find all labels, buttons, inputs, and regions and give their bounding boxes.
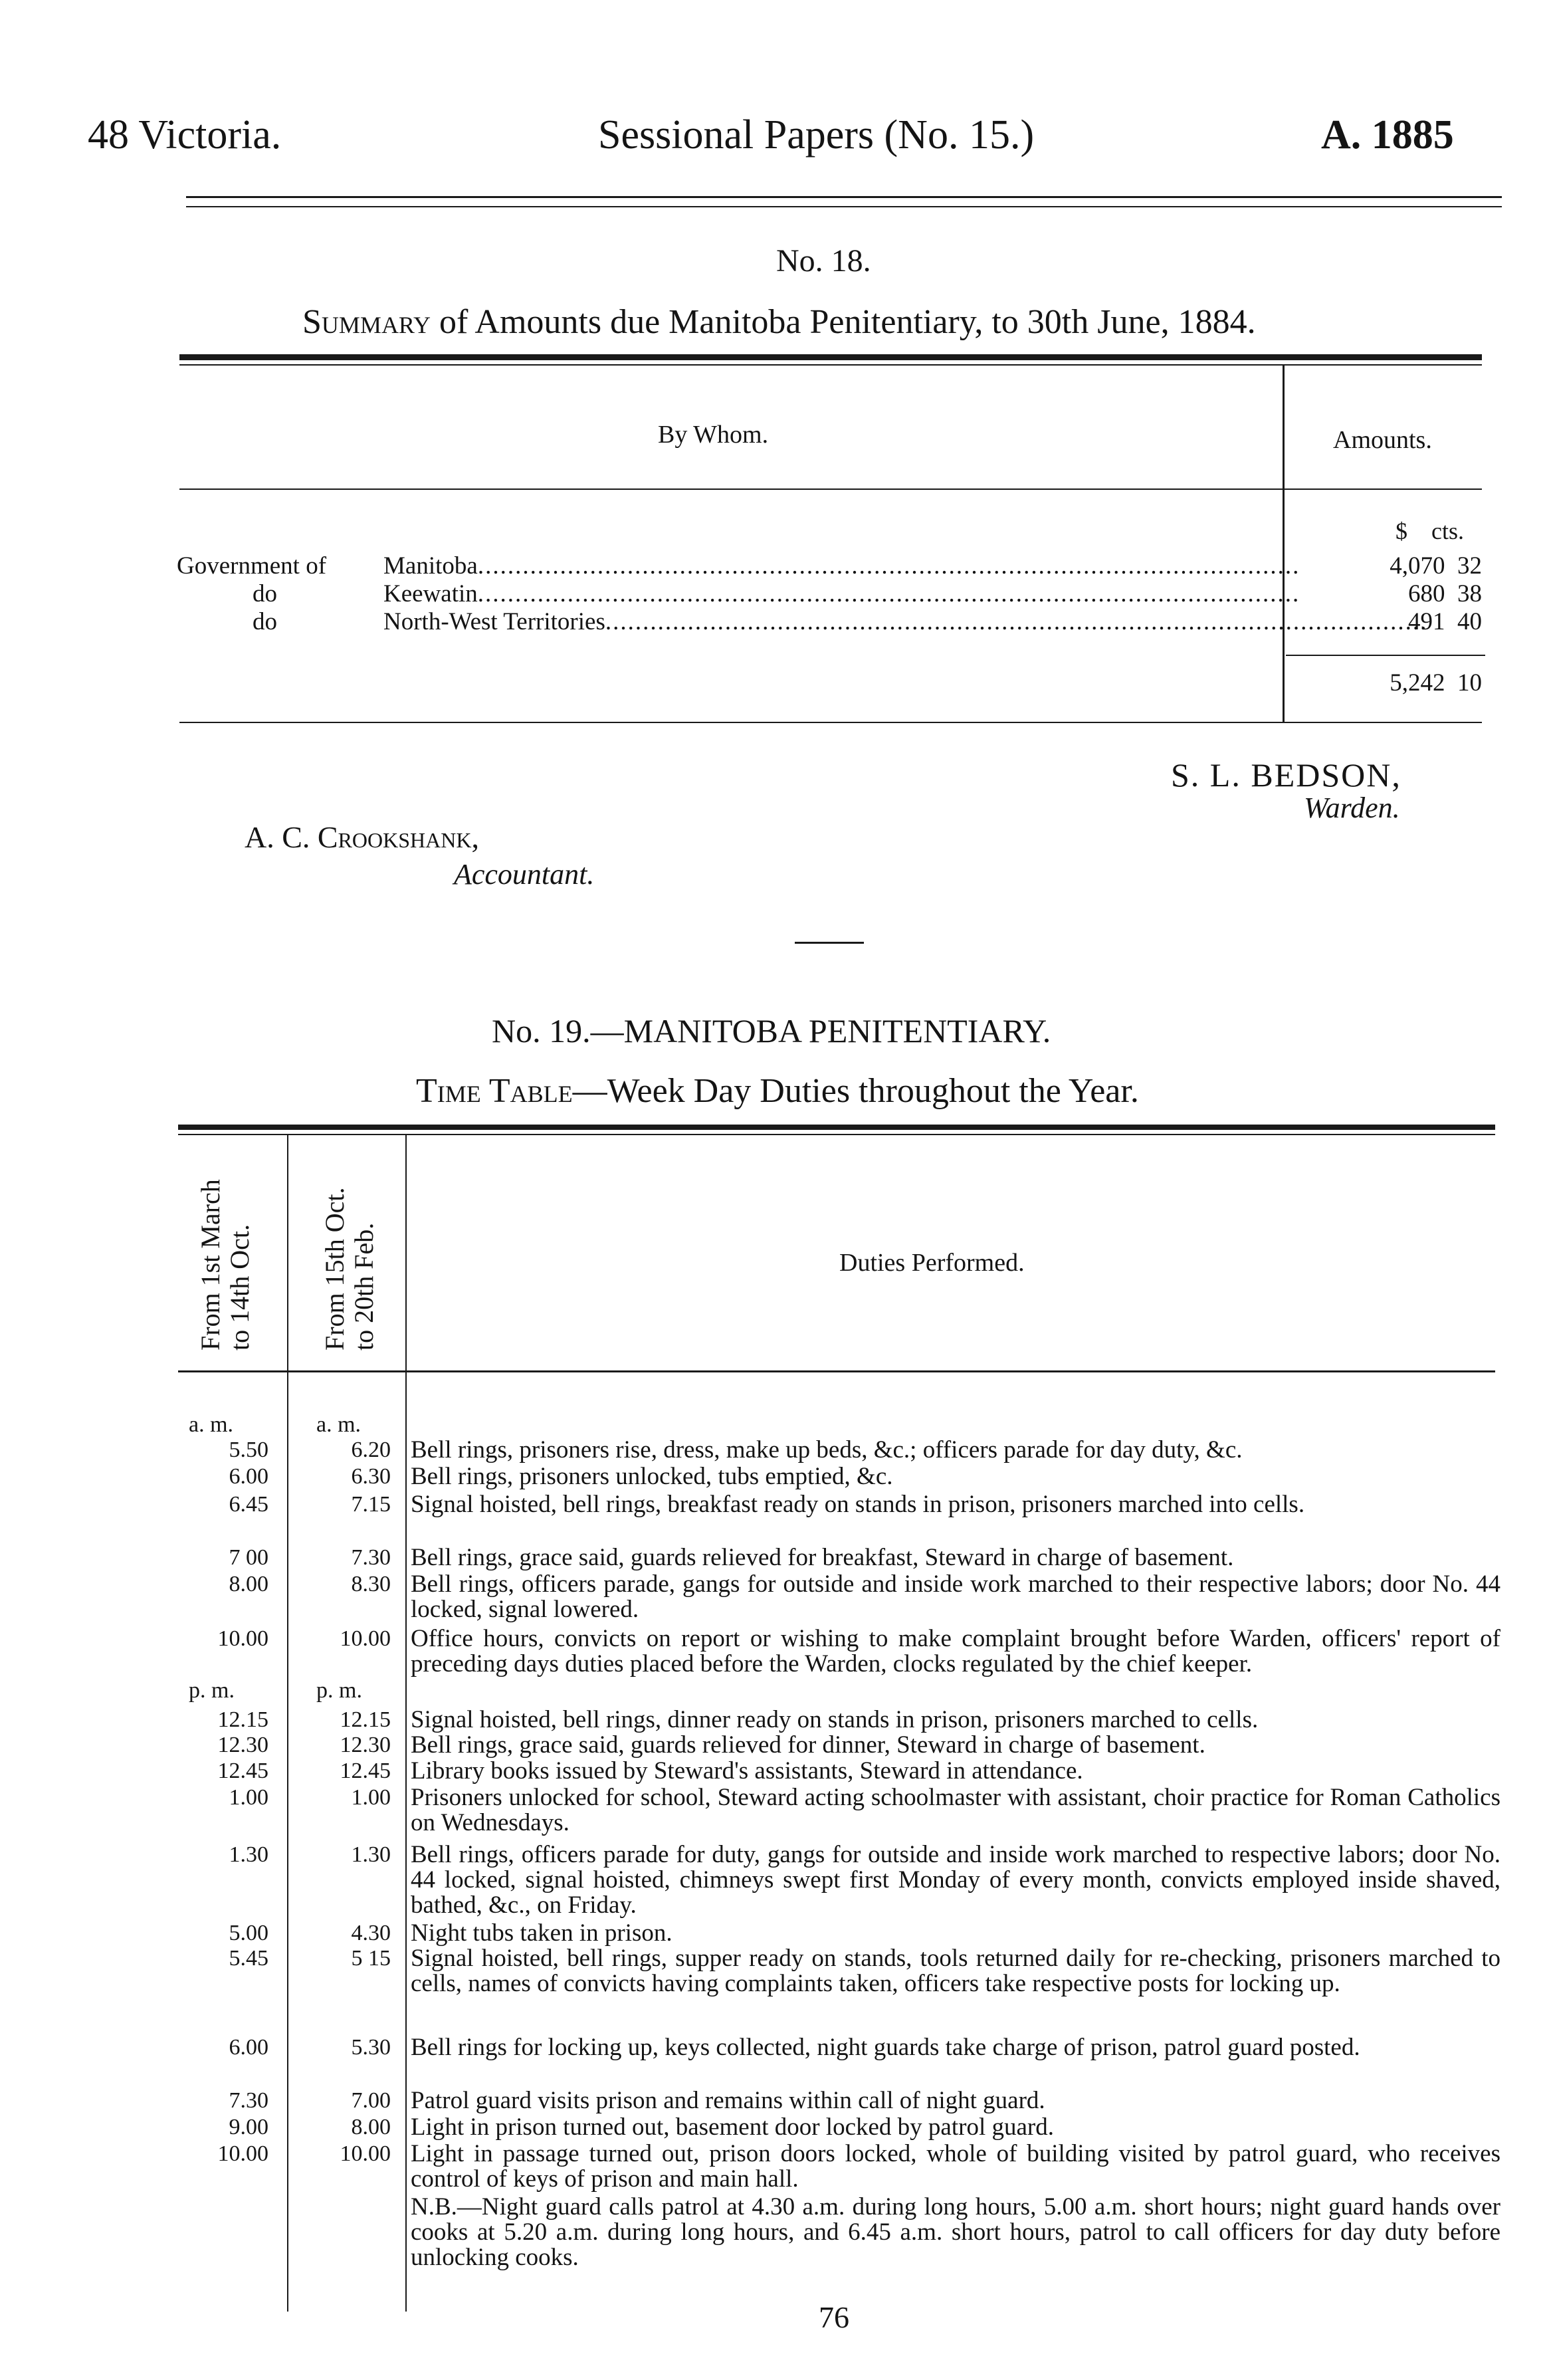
col-by-whom: By Whom. (658, 421, 769, 449)
duty-text: Bell rings, grace said, guards relieved for dinner, Steward in charge of basement. (411, 1731, 1205, 1759)
time-summer: 5.50 (229, 1438, 268, 1462)
accountant-title: Accountant. (454, 858, 595, 891)
time-summer: 9.00 (229, 2115, 268, 2139)
col3-header: Duties Performed. (839, 1249, 1025, 1277)
table-row (0, 1707, 1551, 1734)
summary-row-name-text: Keewatin (383, 580, 478, 607)
leader-dots: .............................................................................................................. (477, 580, 1300, 607)
table-row (0, 1492, 1551, 1519)
col2-header (320, 1187, 379, 1351)
time-winter: 1.30 (351, 1842, 391, 1867)
table-row (0, 2088, 1551, 2115)
summary-row-name (383, 552, 1300, 580)
timetable-top-rule-2 (178, 1134, 1495, 1135)
time-summer: 7 00 (229, 1545, 268, 1570)
summary-row-name-text: Manitoba (383, 552, 478, 580)
summary-row-name-text: North-West Territories (383, 608, 605, 635)
section19-subtitle-rest: —Week Day Duties throughout the Year. (572, 1072, 1139, 1110)
duty-text: Office hours, convicts on report or wishing to make complaint brought before Warden, officers' report of preceding days duties placed before the Warden, clocks regulated by the chief keeper. (411, 1625, 1500, 1677)
summary-row-name (383, 607, 1428, 636)
duty-text: Bell rings, grace said, guards relieved for breakfast, Steward in charge of basement. (411, 1544, 1234, 1571)
col1-header-line1: From 1st March (195, 1179, 225, 1351)
time-summer: 1.30 (229, 1842, 268, 1867)
time-summer: 6.00 (229, 1464, 268, 1489)
duty-text: Bell rings, prisoners unlocked, tubs emptied, &c. (411, 1463, 893, 1490)
duty-text: Bell rings, prisoners rise, dress, make up beds, &c.; officers parade for day duty, &c. (411, 1436, 1243, 1463)
section18-number: No. 18. (776, 243, 871, 278)
header-rule-2 (186, 206, 1502, 207)
time-summer: 10.00 (217, 2141, 268, 2166)
table-row (0, 1625, 1551, 1677)
duty-text: Prisoners unlocked for school, Steward acting schoolmaster with assistant, choir practice for Roman Catholics on Wednesdays. (411, 1784, 1500, 1836)
table-row (0, 1545, 1551, 1572)
summary-total: 5,242 10 (1390, 669, 1482, 697)
timetable-header-rule (178, 1370, 1495, 1372)
section18-title-rest: of Amounts due Manitoba Penitentiary, to 30th June, 1884. (430, 303, 1256, 341)
duty-text: Night tubs taken in prison. (411, 1919, 672, 1947)
summary-col-divider (1283, 366, 1285, 723)
time-summer: 12.15 (217, 1707, 268, 1732)
summary-header-rule (179, 488, 1482, 490)
table-row (0, 2193, 1551, 2271)
section19-title: No. 19.—MANITOBA PENITENTIARY. (492, 1012, 1051, 1049)
summary-row-prefix: do (253, 608, 277, 635)
time-winter: 12.30 (340, 1733, 391, 1757)
time-winter: 4.30 (351, 1921, 391, 1945)
accountant-surname: Crookshank, (317, 820, 479, 854)
duty-text: Bell rings, officers parade for duty, gangs for outside and inside work marched to respective labors; door No. 44 locked, signal hoisted, chimneys swept first Monday of every month, convicts employed inside shaved, bathed, &c., on Friday. (411, 1841, 1500, 1919)
time-summer: 5.45 (229, 1946, 268, 1971)
duty-text: Patrol guard visits prison and remains within call of night guard. (411, 2087, 1045, 2114)
time-summer: a. m. (189, 1412, 234, 1437)
leader-dots: .............................................................................................................. (605, 608, 1428, 635)
time-summer: 5.00 (229, 1921, 268, 1945)
summary-row-amount: 4,070 32 (1390, 552, 1482, 580)
leader-dots: .............................................................................................................. (477, 552, 1300, 580)
section-separator (795, 942, 864, 944)
time-winter: a. m. (316, 1412, 362, 1437)
summary-row-amount: 491 40 (1408, 608, 1482, 635)
page-number: 76 (819, 2300, 849, 2334)
table-row (0, 2140, 1551, 2193)
time-winter: 8.30 (351, 1572, 391, 1596)
table-row (0, 2035, 1551, 2062)
time-summer: 6.45 (229, 1492, 268, 1517)
table-row (0, 1784, 1551, 1836)
section18-title (302, 302, 1256, 342)
duty-text: Light in passage turned out, prison doors locked, whole of building visited by patrol guard, who receives control of keys of prison and main hall. (411, 2140, 1500, 2193)
summary-row-name (383, 580, 1300, 608)
time-winter: 5 15 (351, 1946, 391, 1971)
time-summer: 8.00 (229, 1572, 268, 1596)
summary-bottom-rule (179, 722, 1482, 723)
time-winter: 5.30 (351, 2035, 391, 2060)
time-winter: 1.00 (351, 1785, 391, 1810)
table-row (0, 1412, 1551, 1439)
col2-header-line1: From 15th Oct. (320, 1187, 350, 1351)
summary-row-prefix: Government of (177, 552, 327, 580)
summary-top-rule-2 (179, 364, 1482, 366)
duty-text: Bell rings, officers parade, gangs for outside and inside work marched to their respective labors; door No. 44 locked, signal lowered. (411, 1570, 1500, 1623)
header-left: 48 Victoria. (88, 112, 282, 158)
header-rule-1 (186, 196, 1502, 198)
duty-text: Signal hoisted, bell rings, dinner ready on stands in prison, prisoners marched to cells. (411, 1706, 1259, 1733)
duty-text: Signal hoisted, bell rings, supper ready on stands, tools returned daily for re-checking, prisoners marched to cells, names of convicts having complaints taken, officers take respective posts for locking up. (411, 1945, 1500, 1997)
time-summer: 1.00 (229, 1785, 268, 1810)
col1-header-line2: to 14th Oct. (225, 1224, 255, 1351)
duty-text: Library books issued by Steward's assistants, Steward in attendance. (411, 1757, 1083, 1785)
total-rule (1286, 655, 1485, 656)
time-summer: 12.45 (217, 1759, 268, 1783)
table-row (0, 1464, 1551, 1491)
header-center: Sessional Papers (No. 15.) (598, 112, 1035, 158)
table-row (0, 1945, 1551, 1997)
warden-name: S. L. BEDSON, (1171, 756, 1401, 794)
time-winter: 7.15 (351, 1492, 391, 1517)
timetable-top-rule (178, 1125, 1495, 1130)
time-winter: 8.00 (351, 2115, 391, 2139)
table-row (0, 1678, 1551, 1705)
table-row (0, 1759, 1551, 1785)
time-winter: 10.00 (340, 2141, 391, 2166)
time-summer: 10.00 (217, 1626, 268, 1651)
time-winter: 6.20 (351, 1438, 391, 1462)
col2-header-line2: to 20th Feb. (349, 1222, 379, 1351)
duty-text: N.B.—Night guard calls patrol at 4.30 a.m. during long hours, 5.00 a.m. short hours; night guard hands over cooks at 5.20 a.m. during long hours, and 6.45 a.m. short hours, patrol to call officers for day duty before unlocking cooks. (411, 2193, 1500, 2271)
time-winter: 7.30 (351, 1545, 391, 1570)
currency-header: $ cts. (1396, 518, 1464, 544)
summary-row-prefix: do (253, 580, 277, 607)
accountant-name (245, 819, 479, 855)
time-summer: 12.30 (217, 1733, 268, 1757)
time-winter: 10.00 (340, 1626, 391, 1651)
time-summer: 6.00 (229, 2035, 268, 2060)
table-row (0, 1570, 1551, 1623)
time-winter: p. m. (316, 1678, 362, 1703)
accountant-initials: A. C. (245, 820, 318, 854)
summary-top-rule (179, 354, 1482, 360)
table-row (0, 1733, 1551, 1759)
time-winter: 12.15 (340, 1707, 391, 1732)
time-winter: 12.45 (340, 1759, 391, 1783)
table-row (0, 1921, 1551, 1947)
section18-title-sc: Summary (302, 303, 431, 341)
duty-text: Light in prison turned out, basement door locked by patrol guard. (411, 2113, 1054, 2141)
col-amounts: Amounts. (1333, 426, 1432, 454)
table-row (0, 1841, 1551, 1919)
header-right: A. 1885 (1321, 112, 1454, 158)
time-winter: 6.30 (351, 1464, 391, 1489)
table-row (0, 1438, 1551, 1464)
col1-header (196, 1179, 255, 1351)
time-winter: 7.00 (351, 2088, 391, 2113)
section19-subtitle-sc: Time Table (416, 1072, 573, 1110)
duty-text: Signal hoisted, bell rings, breakfast ready on stands in prison, prisoners marched into cells. (411, 1491, 1305, 1518)
summary-row-amount: 680 38 (1408, 580, 1482, 607)
time-summer: p. m. (189, 1678, 235, 1703)
table-row (0, 2115, 1551, 2141)
section19-subtitle (416, 1071, 1139, 1111)
warden-title: Warden. (1304, 792, 1400, 824)
duty-text: Bell rings for locking up, keys collected, night guards take charge of prison, patrol guard posted. (411, 2034, 1360, 2061)
time-summer: 7.30 (229, 2088, 268, 2113)
